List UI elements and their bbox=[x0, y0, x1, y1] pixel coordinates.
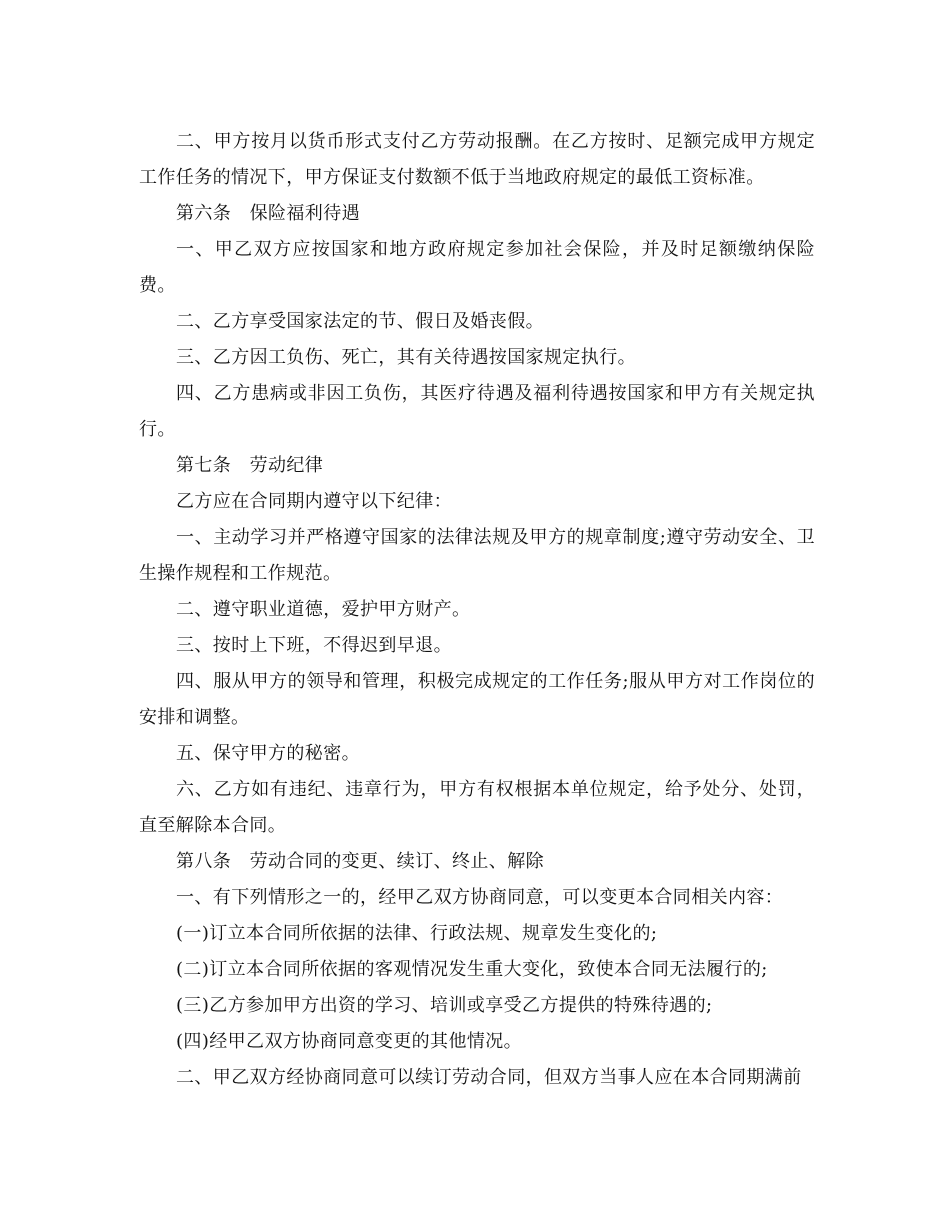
paragraph: 三、按时上下班，不得迟到早退。 bbox=[176, 635, 452, 656]
paragraph: (四)经甲乙双方协商同意变更的其他情况。 bbox=[176, 1031, 523, 1052]
section-heading: 第七条 劳动纪律 bbox=[176, 455, 324, 476]
paragraph: (二)订立本合同所依据的客观情况发生重大变化，致使本合同无法履行的; bbox=[176, 959, 768, 980]
paragraph: 一、有下列情形之一的，经甲乙双方协商同意，可以变更本合同相关内容： bbox=[176, 887, 784, 908]
paragraph: 四、服从甲方的领导和管理，积极完成规定的工作任务;服从甲方对工作岗位的安排和调整。 bbox=[139, 671, 815, 728]
paragraph: 二、乙方享受国家法定的节、假日及婚丧假。 bbox=[176, 311, 544, 332]
section-heading: 第六条 保险福利待遇 bbox=[176, 203, 360, 224]
paragraph: 二、遵守职业道德，爱护甲方财产。 bbox=[176, 599, 471, 620]
paragraph: 一、主动学习并严格遵守国家的法律法规及甲方的规章制度;遵守劳动安全、卫生操作规程和工作规范。 bbox=[139, 527, 815, 584]
paragraph: 五、保守甲方的秘密。 bbox=[176, 743, 360, 764]
document-body bbox=[139, 124, 815, 1096]
paragraph: 四、乙方患病或非因工负伤，其医疗待遇及福利待遇按国家和甲方有关规定执行。 bbox=[139, 383, 815, 440]
paragraph: 乙方应在合同期内遵守以下纪律： bbox=[176, 491, 452, 512]
section-heading: 第八条 劳动合同的变更、续订、终止、解除 bbox=[176, 851, 544, 872]
paragraph: 六、乙方如有违纪、违章行为，甲方有权根据本单位规定，给予处分、处罚，直至解除本合同。 bbox=[139, 779, 815, 836]
paragraph: (一)订立本合同所依据的法律、行政法规、规章发生变化的; bbox=[176, 923, 658, 944]
paragraph: 三、乙方因工负伤、死亡，其有关待遇按国家规定执行。 bbox=[176, 347, 636, 368]
paragraph: 二、甲方按月以货币形式支付乙方劳动报酬。在乙方按时、足额完成甲方规定工作任务的情况下，甲方保证支付数额不低于当地政府规定的最低工资标准。 bbox=[139, 131, 815, 188]
paragraph: 二、甲乙双方经协商同意可以续订劳动合同，但双方当事人应在本合同期满前 bbox=[176, 1067, 802, 1088]
paragraph: 一、甲乙双方应按国家和地方政府规定参加社会保险，并及时足额缴纳保险费。 bbox=[139, 239, 815, 296]
paragraph: (三)乙方参加甲方出资的学习、培训或享受乙方提供的特殊待遇的; bbox=[176, 995, 713, 1016]
